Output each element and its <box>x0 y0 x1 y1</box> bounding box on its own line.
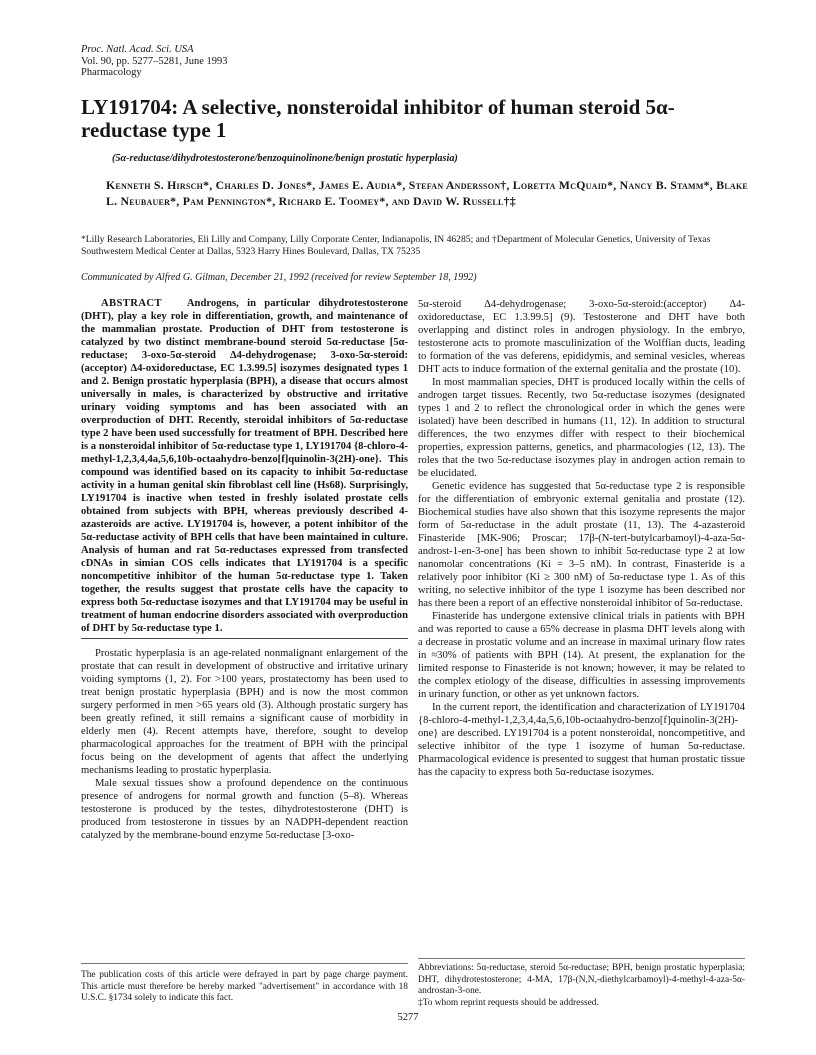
paragraph: In the current report, the identification and characterization of LY191704 {8-chloro-4-methyl-1,2,3,4,4a,5,6,10b-octaahydro-benzo[f]quinolin-3(2H)-one} are described. LY191704 is a potent nonsteroidal, noncompetitive, and selective inhibitor of the type 1 isozyme of human 5α-reductase. Pharmacological evidence is presented to suggest that human prostatic tissue has the capacity to express both 5α-reductase isozymes. <box>418 702 745 778</box>
paragraph: In most mammalian species, DHT is produced locally within the cells of androgen target tissues. Recently, two 5α-reductase isozymes (designated types 1 and 2 to reflect the chronological order in which the genes were isolated) have been described in humans (11, 12). In addition to structural differences, the two enzymes differ with respect to their biochemical properties, expression patterns, genetics, and pharmacologies (12, 13). The roles that the two 5α-reductase isozymes play in androgen action remain to be elucidated. <box>418 377 745 479</box>
article-title: LY191704: A selective, nonsteroidal inhibitor of human steroid 5α-reductase type 1 <box>81 95 675 142</box>
affiliations: *Lilly Research Laboratories, Eli Lilly and Company, Lilly Corporate Center, Indianapolis, IN 46285; and †Department of Molecular Genetics, University of Texas Southwestern Medical Center at Dallas, 5323 Harry Hines Boulevard, Dallas, TX 75235 <box>81 234 711 257</box>
journal-header <box>81 44 228 79</box>
keywords: (5α-reductase/dihydrotestosterone/benzoquinolinone/benign prostatic hyperplasia) <box>112 153 458 164</box>
body-left-column <box>81 647 408 842</box>
journal-name: Proc. Natl. Acad. Sci. USA <box>81 44 194 55</box>
paragraph: Finasteride has undergone extensive clinical trials in patients with BPH and was reported to cause a 65% decrease in plasma DHT levels along with a decrease in prostatic volume and an increase in maximal urinary flow rates in ≈30% of patients with BPH (14). At present, the explanation for the limited response to Finasteride is not known; however, it may be related to the complex etiology of the disease, difficulties in assessing improvements in urinary function, or other as yet unknown factors. <box>418 611 745 700</box>
author-list: Kenneth S. Hirsch*, Charles D. Jones*, James E. Audia*, Stefan Andersson†, Loretta McQuaid*, Nancy B. Stamm*, Blake L. Neubauer*, Pam Pennington*, Richard E. Toomey*, and David W. Russell†‡ <box>106 178 748 208</box>
journal-section: Pharmacology <box>81 67 142 78</box>
abbreviations-footnote <box>418 963 745 1009</box>
publication-cost-footnote: The publication costs of this article were defrayed in part by page charge payment. This article must therefore be hereby marked "advertisement" in accordance with 18 U.S.C. §1734 solely to indicate this fact. <box>81 970 408 1003</box>
footnote-divider-right <box>418 958 745 959</box>
journal-volume: Vol. 90, pp. 5277–5281, June 1993 <box>81 55 228 67</box>
communicated-line: Communicated by Alfred G. Gilman, December 21, 1992 (received for review September 18, 1992) <box>81 272 477 283</box>
abstract <box>81 297 408 635</box>
paragraph: Genetic evidence has suggested that 5α-reductase type 2 is responsible for the differentiation of embryonic external genitalia and prostate (12). Biochemical studies have also shown that this isozyme represents the major form of 5α-reductase in the adult prostate (11, 13). The 4-azasteroid Finasteride [MK-906; Proscar; 17β-(N-tert-butylcarbamoyl)-4-aza-5α-androst-1-en-3-one] has been shown to inhibit 5α-reductase type 2 at low nanomolar concentrations (Ki = 3–5 nM). In contrast, Finasteride is a relatively poor inhibitor (Ki ≥ 300 nM) of 5α-reductase type 1. As of this writing, no selective inhibitor of the type 1 isozyme has been described nor has there been a report of an effective nonsteroidal inhibitor of 5α-reductase. <box>418 481 745 609</box>
footnote-divider-left <box>81 963 408 964</box>
abstract-label: ABSTRACT <box>101 298 162 309</box>
paragraph: 5α-steroid Δ4-dehydrogenase; 3-oxo-5α-steroid:(acceptor) Δ4-oxidoreductase, EC 1.3.99.5] (9). Testosterone and DHT have both overlapping and distinct roles in androgen physiology. In the embryo, testosterone acts to promote masculinization of the Wolffian ducts, leading to formation of the vas deferens, epididymis, and seminal vesicles, whereas DHT acts to induce formation of the external genitalia and the prostate (10). <box>418 299 745 375</box>
abstract-divider <box>81 638 408 639</box>
correspondence-note: ‡To whom reprint requests should be addressed. <box>418 997 599 1008</box>
paragraph: Male sexual tissues show a profound dependence on the continuous presence of androgens for normal growth and function (5–8). Whereas testosterone is produced by the testes, dihydrotestosterone (DHT) is produced from testosterone in tissues by an NADPH-dependent reaction catalyzed by the membrane-bound enzyme 5α-reductase [3-oxo- <box>81 778 408 841</box>
abstract-text: Androgens, in particular dihydrotestosterone (DHT), play a key role in differentiation, growth, and maintenance of the mammalian prostate. Production of DHT from testosterone is catalyzed by two distinct membrane-bound steroid 5α-reductase [5α-reductase; 3-oxo-5α-steroid Δ4-dehydrogenase; 3-oxo-5α-steroid:(acceptor) Δ4-oxidoreductase, EC 1.3.99.5] isozymes designated types 1 and 2. Benign prostatic hyperplasia (BPH), a disease that occurs almost universally in males, is characterized by obstructive and irritative urinary voiding symptoms and has been associated with an overproduction of DHT. Recently, steroidal inhibitors of 5α-reductase type 2 have been used successfully for treatment of BPH. Described here is a nonsteroidal inhibitor of 5α-reductase type 1, LY191704 {8-chloro-4-methyl-1,2,3,4,4a,5,6,10b-octaahydro-benzo[f]quinolin-3(2H)-one}. This compound was identified based on its capacity to inhibit 5α-reductase activity in a human genital skin fibroblast cell line (Hs68). Surprisingly, LY191704 is inactive when tested in freshly isolated prostate cells obtained from subjects with BPH, whereas previously described 4-azasteroids are active. LY191704 is, however, a potent inhibitor of the 5α-reductase activity of BPH cells that have been maintained in culture. Analysis of human and rat 5α-reductases expressed from transfected cDNAs in simian COS cells indicates that LY191704 is a specific noncompetitive inhibitor of the human 5α-reductase type 1. Taken together, the results suggest that prostate cells have the capacity to express both 5α-reductase isozymes and that LY191704 may be useful in treatment of human endocrine disorders associated with overproduction of DHT by 5α-reductase type 1. <box>81 298 408 634</box>
paragraph: Prostatic hyperplasia is an age-related nonmalignant enlargement of the prostate that can result in development of obstructive and irritative urinary voiding symptoms (1, 2). For >100 years, prostatectomy has been used to treat benign prostatic hyperplasia (BPH) and is now the most common surgery performed in men >65 years old (3). Although prostatic surgery has been greatly refined, it still remains a significant cause of morbidity in elderly men (4). Recent attempts have, therefore, sought to develop pharmacological approaches for the treatment of BPH with the principal focus being on the development of agents that affect the underlying mechanisms leading to prostatic hyperplasia. <box>81 648 408 776</box>
abbreviations-text: Abbreviations: 5α-reductase, steroid 5α-reductase; BPH, benign prostatic hyperplasia; DHT, dihydrotestosterone; 4-MA, 17β-(N,N,-diethylcarbamoyl)-4-methyl-4-aza-5α-androstan-3-one. <box>418 963 745 996</box>
page-number: 5277 <box>397 1012 419 1023</box>
body-right-column <box>418 298 745 779</box>
